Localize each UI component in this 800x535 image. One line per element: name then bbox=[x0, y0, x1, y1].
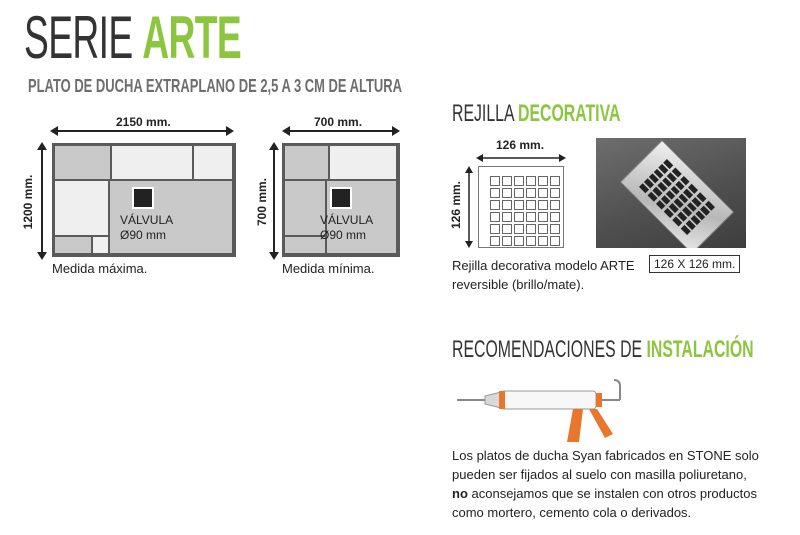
install-line bbox=[452, 484, 759, 503]
plan-max-figure bbox=[22, 115, 242, 275]
install-heading-part2: INSTALACIÓN bbox=[646, 336, 754, 363]
drain-valve-icon bbox=[132, 187, 154, 209]
grate-caption-line: Rejilla decorativa modelo ARTE bbox=[452, 258, 635, 273]
grate-diagram bbox=[449, 138, 572, 253]
plan-max-valve-label bbox=[120, 213, 173, 243]
install-line: pueden ser fijados al suelo con masilla poliuretano, bbox=[452, 467, 747, 482]
install-emphasis: no bbox=[452, 486, 468, 501]
grate-caption-line: reversible (brillo/mate). bbox=[452, 277, 585, 292]
plan-min-figure bbox=[256, 115, 416, 275]
tile bbox=[55, 146, 110, 179]
grate-drawing bbox=[478, 166, 564, 248]
plan-min-valve-label bbox=[320, 213, 373, 243]
grate-photo-plate bbox=[620, 140, 734, 248]
plan-min-height-arrow bbox=[268, 142, 280, 260]
grate-height-arrow bbox=[464, 166, 474, 248]
valve-size: Ø90 mm bbox=[120, 228, 167, 242]
grate-width-arrow bbox=[476, 153, 566, 163]
caulking-gun-icon bbox=[455, 378, 635, 446]
install-line-rest: aconsejamos que se instalen con otros productos bbox=[467, 486, 757, 501]
tile bbox=[55, 237, 91, 253]
tile bbox=[330, 146, 396, 179]
install-heading-part1: RECOMENDACIONES DE bbox=[452, 336, 643, 363]
drain-valve-icon bbox=[330, 187, 352, 209]
install-line: Los platos de ducha Syan fabricados en STONE solo bbox=[452, 448, 759, 463]
plan-max-tray bbox=[52, 143, 236, 257]
tile bbox=[194, 146, 232, 179]
plan-min-width-label: 700 mm. bbox=[314, 115, 363, 129]
valve-text: VÁLVULA bbox=[320, 213, 374, 227]
grate-width-label: 126 mm. bbox=[496, 138, 545, 152]
grate-holes bbox=[490, 176, 560, 246]
plan-max-height-label: 1200 mm. bbox=[21, 174, 35, 230]
title-part-arte: ARTE bbox=[142, 4, 242, 71]
tile bbox=[285, 146, 328, 179]
plan-min-tray bbox=[282, 143, 400, 257]
grate-photo-holes bbox=[639, 159, 715, 235]
install-heading bbox=[452, 336, 754, 364]
title-part-serie: SERIE bbox=[24, 4, 133, 71]
page-subtitle: PLATO DE DUCHA EXTRAPLANO DE 2,5 A 3 CM DE ALTURA bbox=[28, 76, 402, 96]
grate-heading-part1: REJILLA bbox=[452, 100, 514, 127]
plan-min-caption: Medida mínima. bbox=[282, 261, 375, 276]
tile bbox=[93, 237, 108, 253]
install-text bbox=[452, 446, 759, 522]
grate-size-tag: 126 X 126 mm. bbox=[649, 255, 740, 273]
tile bbox=[285, 181, 325, 235]
tile bbox=[55, 181, 108, 235]
plan-min-height-label: 700 mm. bbox=[255, 177, 269, 227]
page-title bbox=[24, 6, 241, 70]
install-line: como mortero, cemento cola o derivados. bbox=[452, 505, 692, 520]
valve-text: VÁLVULA bbox=[120, 213, 174, 227]
grate-height-label: 126 mm. bbox=[449, 180, 463, 230]
tile bbox=[112, 146, 192, 179]
grate-heading bbox=[452, 100, 620, 128]
grate-heading-part2: DECORATIVA bbox=[518, 100, 621, 127]
tile bbox=[285, 237, 325, 253]
grate-photo bbox=[596, 138, 746, 248]
grate-caption bbox=[452, 256, 635, 294]
plan-max-width-label: 2150 mm. bbox=[116, 115, 171, 129]
plan-max-height-arrow bbox=[36, 142, 48, 260]
plan-max-caption: Medida máxima. bbox=[52, 261, 148, 276]
valve-size: Ø90 mm bbox=[320, 228, 367, 242]
